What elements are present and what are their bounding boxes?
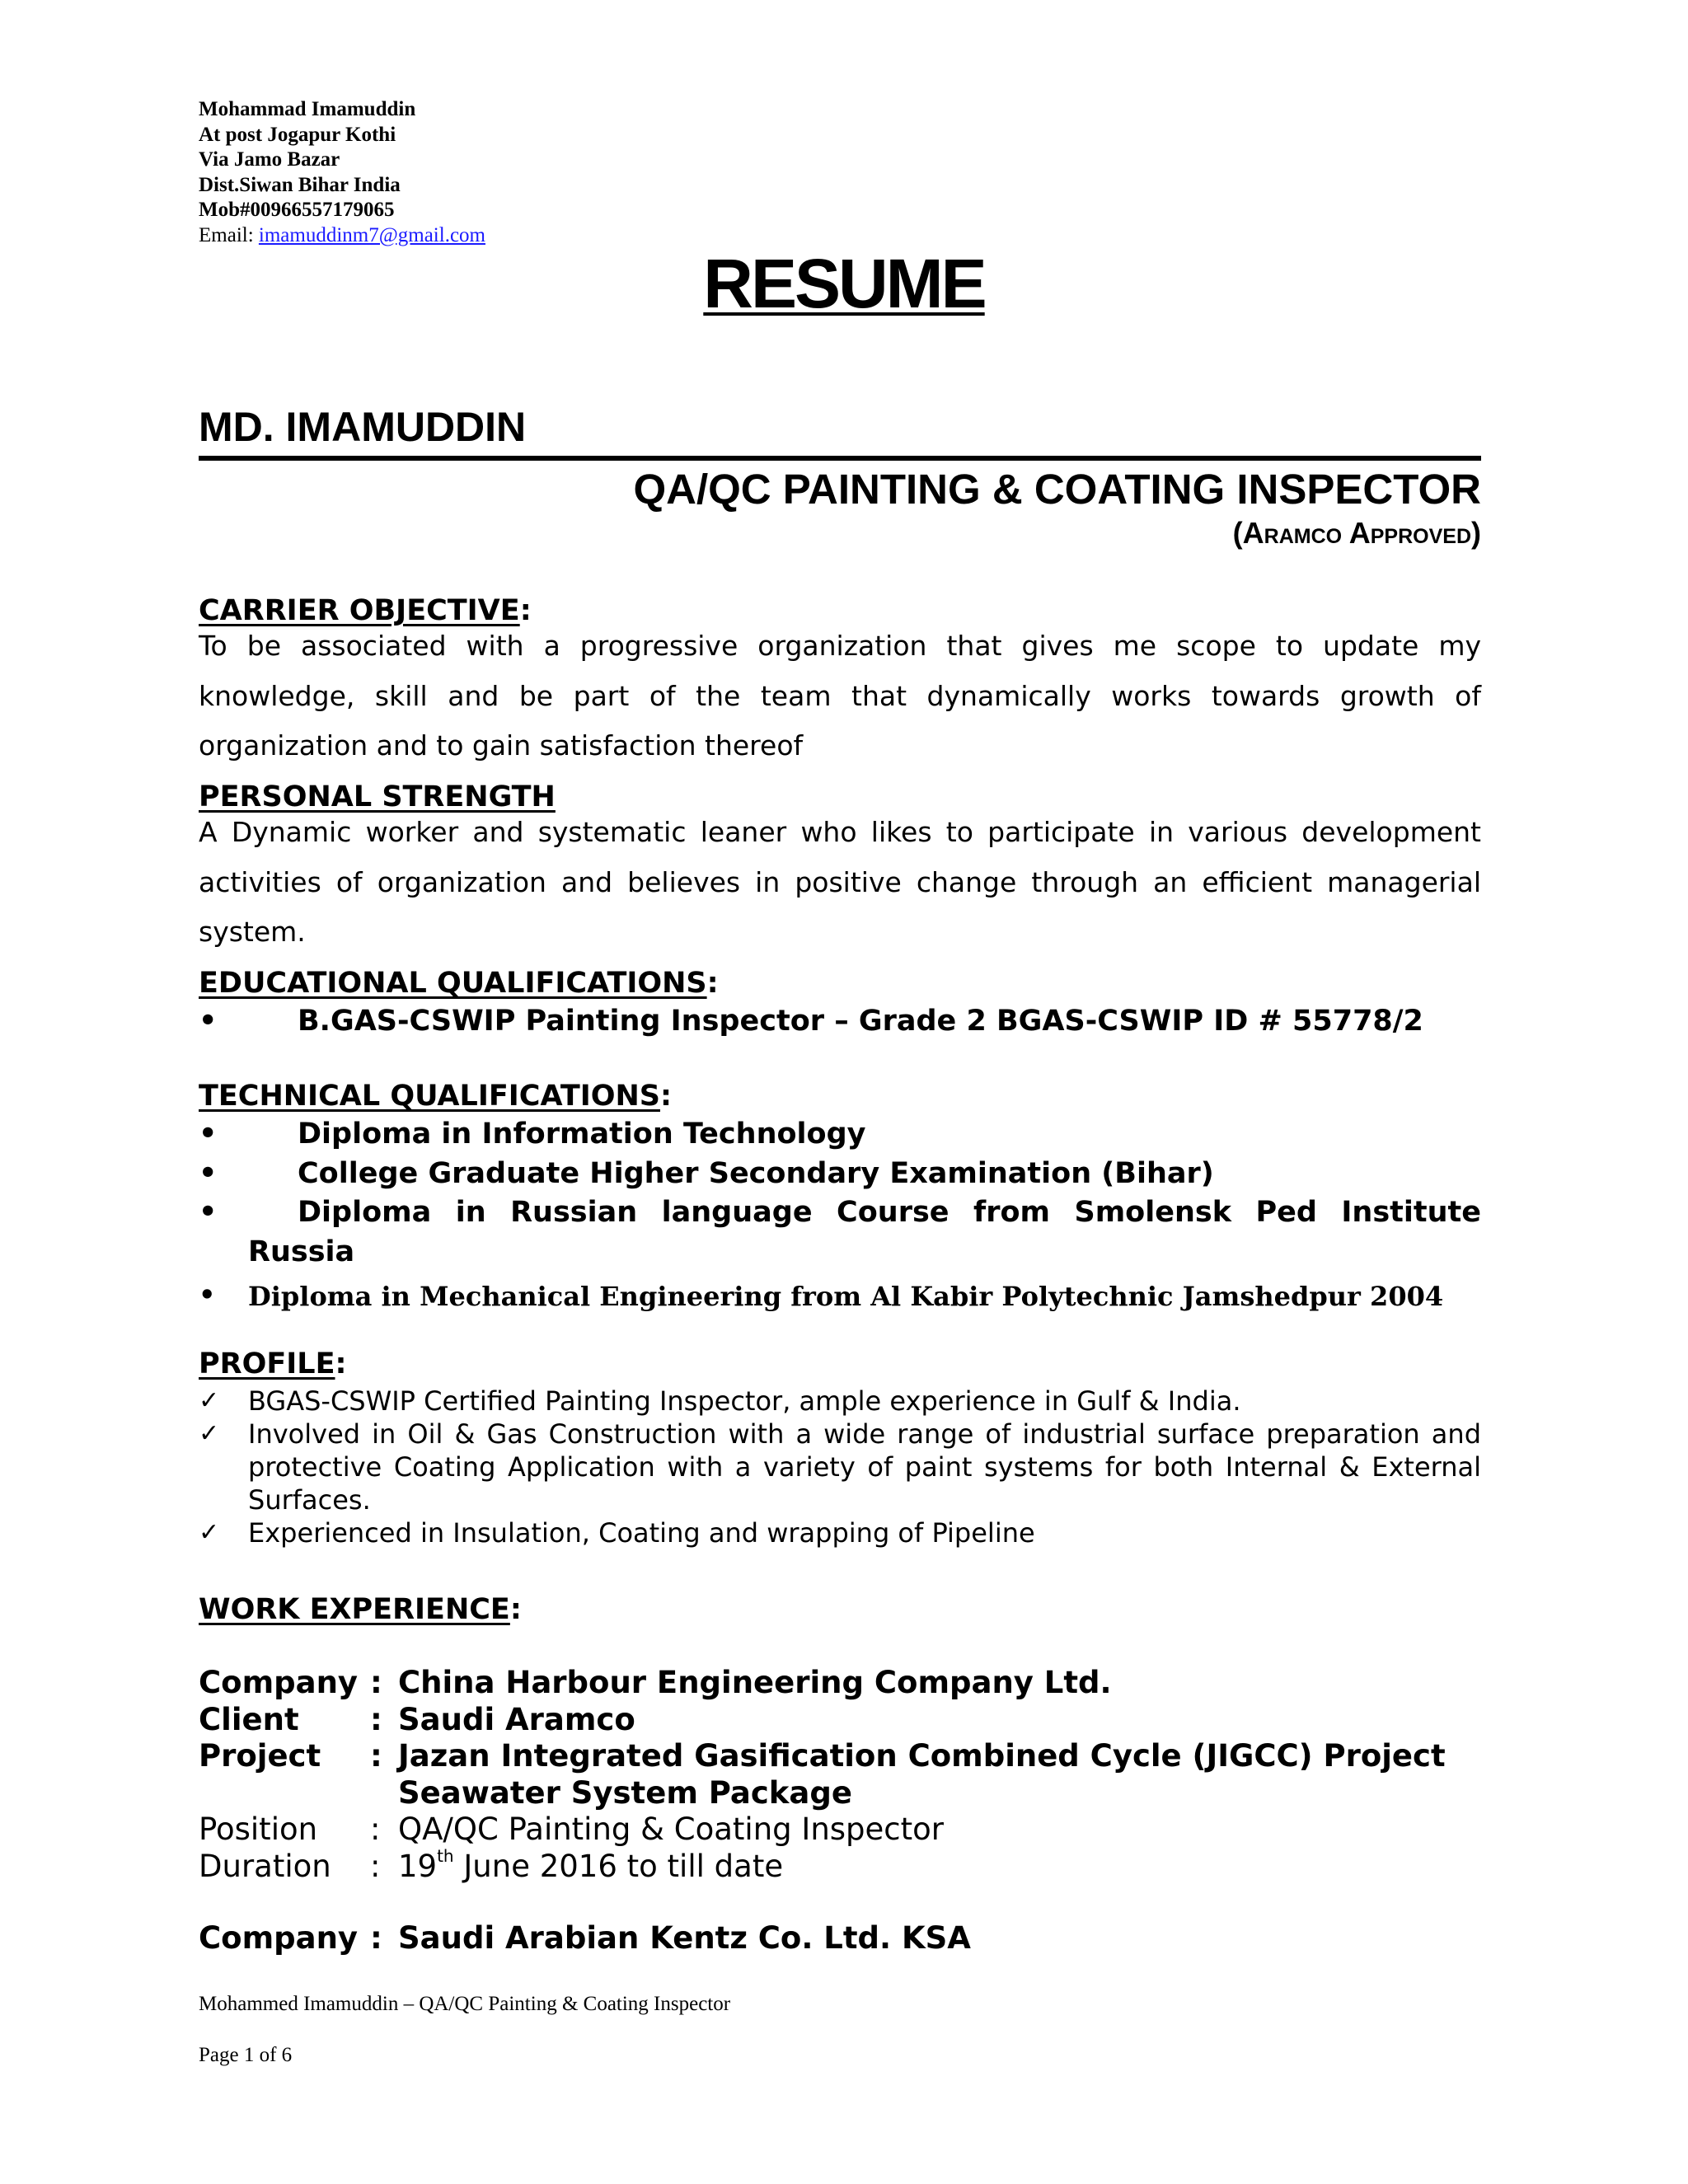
check-icon: ✓	[199, 1419, 220, 1448]
email-link[interactable]: imamuddinm7@gmail.com	[258, 223, 485, 246]
field-label: Duration	[199, 1848, 331, 1884]
profile-item-text: BGAS-CSWIP Certified Painting Inspector, ample experience in Gulf & India.	[248, 1385, 1241, 1417]
page-number: Page 1 of 6	[199, 2044, 293, 2066]
job-row-company: Company : Saudi Arabian Kentz Co. Ltd. KSA	[199, 1920, 1481, 1957]
job-row-position: Position : QA/QC Painting & Coating Inspector	[199, 1811, 1481, 1849]
objective-heading-text: CARRIER OBJECTIVE	[199, 594, 520, 627]
education-heading-text: EDUCATIONAL QUALIFICATIONS	[199, 967, 707, 1000]
bullet-icon: •	[199, 1196, 218, 1229]
email-label: Email:	[199, 223, 259, 246]
job-details-1	[199, 1665, 1481, 1885]
technical-item-text: College Graduate Higher Secondary Examination (Bihar)	[298, 1156, 1214, 1190]
address-line: Via Jamo Bazar	[199, 148, 340, 171]
list-item	[199, 1193, 1481, 1272]
technical-item-text: Diploma in Mechanical Engineering from Al Kabir Polytechnic Jamshedpur 2004	[248, 1281, 1444, 1312]
profile-item-text: Involved in Oil & Gas Construction with a wide range of industrial surface preparation and protective Coating Application with a variety of paint systems for both Internal & External Surfaces.	[248, 1418, 1481, 1516]
education-item-text: B.GAS-CSWIP Painting Inspector – Grade 2 BGAS-CSWIP ID # 55778/2	[298, 1005, 1423, 1038]
check-icon: ✓	[199, 1518, 220, 1547]
resume-title-text: RESUME	[703, 245, 985, 322]
list-item	[199, 1155, 1481, 1194]
check-icon: ✓	[199, 1386, 220, 1415]
candidate-name: MD. IMAMUDDIN	[199, 404, 527, 450]
list-item	[199, 1385, 1481, 1418]
profile-item-text: Experienced in Insulation, Coating and wrapping of Pipeline	[248, 1517, 1035, 1549]
address-line: Dist.Siwan Bihar India	[199, 173, 401, 196]
field-value	[398, 1846, 1481, 1886]
address-line: Mohammad Imamuddin	[199, 98, 416, 120]
field-label: Company	[199, 1665, 359, 1700]
technical-list	[199, 1115, 1481, 1320]
job-row-company: Company : China Harbour Engineering Company Ltd.	[199, 1665, 1481, 1702]
bullet-icon: •	[199, 1005, 218, 1038]
technical-item-text: Diploma in Russian language Course from Smolensk Ped Institute Russia	[248, 1196, 1481, 1268]
field-label: Project	[199, 1738, 321, 1774]
address-line: Mob#00966557179065	[199, 199, 395, 221]
field-label: Client	[199, 1701, 299, 1737]
education-list	[199, 1002, 1481, 1042]
strength-heading-text: PERSONAL STRENGTH	[199, 780, 556, 813]
field-value: QA/QC Painting & Coating Inspector	[398, 1811, 944, 1847]
field-value: Saudi Arabian Kentz Co. Ltd. KSA	[398, 1920, 971, 1956]
field-value: Saudi Aramco	[398, 1701, 635, 1737]
address-line: At post Jogapur Kothi	[199, 123, 396, 146]
list-item	[199, 1516, 1481, 1549]
bullet-icon: •	[199, 1118, 218, 1151]
job-row-project: Project : Jazan Integrated Gasification Combined Cycle (JIGCC) Project Seawater System Package	[199, 1738, 1481, 1811]
field-label: Company	[199, 1920, 359, 1956]
objective-heading: CARRIER OBJECTIVE:	[199, 594, 532, 627]
work-heading: WORK EXPERIENCE:	[199, 1593, 522, 1626]
job-row-duration: Duration : 19th June 2016 to till date	[199, 1849, 1481, 1886]
list-item	[199, 1115, 1481, 1155]
list-item	[199, 1272, 1481, 1320]
footer-text: Mohammed Imamuddin – QA/QC Painting & Coating Inspector	[199, 1993, 731, 2015]
field-value: China Harbour Engineering Company Ltd.	[398, 1665, 1112, 1700]
name-divider	[199, 456, 1481, 461]
duration-day: 19	[398, 1848, 438, 1884]
technical-heading: TECHNICAL QUALIFICATIONS:	[199, 1080, 672, 1113]
bullet-icon: •	[199, 1279, 216, 1310]
profile-list	[199, 1385, 1481, 1549]
field-label: Position	[199, 1811, 318, 1847]
profile-heading-text: PROFILE	[199, 1347, 335, 1380]
list-item	[199, 1002, 1481, 1042]
bullet-icon: •	[199, 1156, 218, 1190]
technical-item-text: Diploma in Information Technology	[298, 1118, 866, 1151]
approval-note: (Aramco Approved)	[1232, 516, 1481, 550]
position-title: QA/QC PAINTING & COATING INSPECTOR	[633, 466, 1481, 513]
technical-heading-text: TECHNICAL QUALIFICATIONS	[199, 1080, 660, 1113]
objective-text: To be associated with a progressive organization that gives me scope to update my knowledge, skill and be part of the team that dynamically works towards growth of organization and to gain satisfaction thereof	[199, 630, 1481, 762]
job-details-2	[199, 1920, 1481, 1957]
work-heading-text: WORK EXPERIENCE	[199, 1593, 510, 1626]
strength-text: A Dynamic worker and systematic leaner who likes to participate in various development activities of organization and believes in positive change through an efficient managerial system.	[199, 816, 1481, 948]
duration-suffix: th	[437, 1846, 454, 1867]
field-value: Jazan Integrated Gasification Combined Cycle (JIGCC) Project Seawater System Package	[398, 1738, 1446, 1811]
address-block	[199, 97, 485, 248]
duration-rest: June 2016 to till date	[453, 1848, 784, 1884]
profile-heading: PROFILE:	[199, 1347, 347, 1380]
list-item	[199, 1418, 1481, 1516]
resume-title	[0, 245, 1688, 322]
education-heading: EDUCATIONAL QUALIFICATIONS:	[199, 967, 719, 1000]
job-row-client: Client : Saudi Aramco	[199, 1702, 1481, 1739]
email-line	[199, 223, 485, 249]
